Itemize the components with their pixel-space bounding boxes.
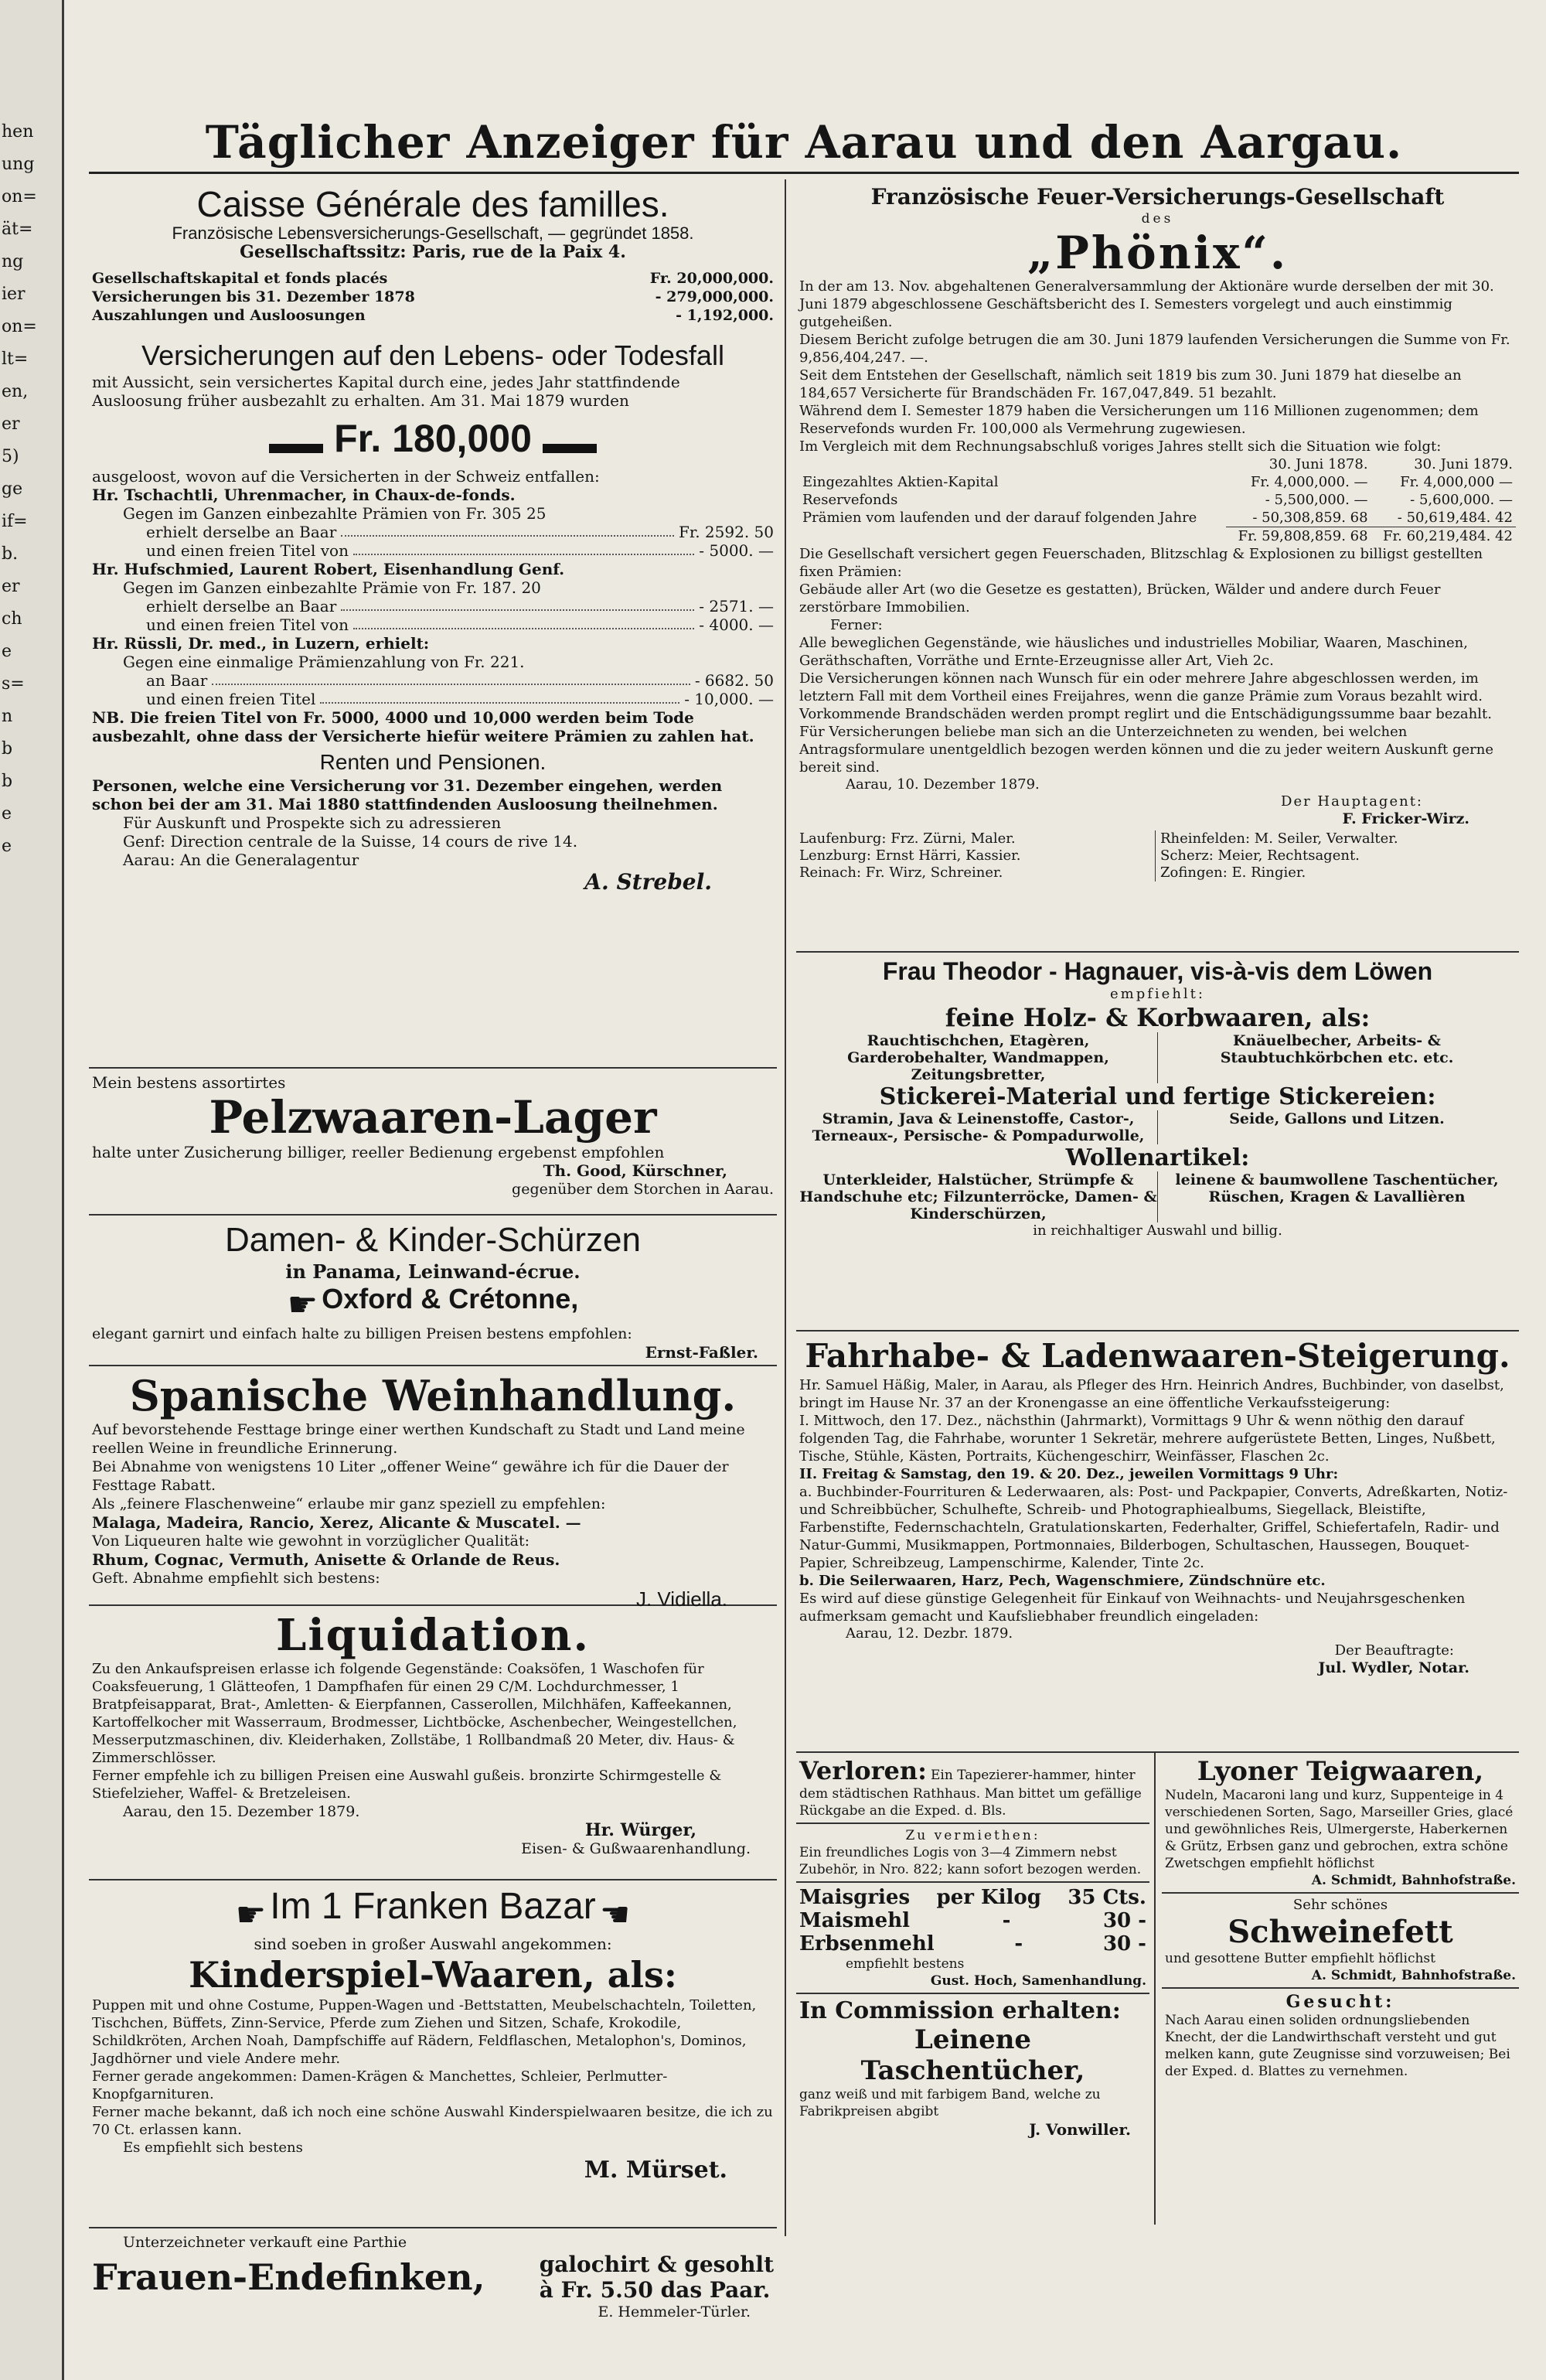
edge-fragment: ng [2,252,24,271]
verloren-title: Verloren: [799,1756,927,1785]
bazar-text: Ferner gerade angekommen: Damen-Krägen & Manchettes, Schleier, Perlmutter-Knopfgarnituren. [92,2068,668,2102]
table-row: Reservefonds - 5,500,000. — - 5,600,000. — [802,492,1513,508]
winner-name: Hr. Hufschmied, Laurent Robert, Eisenhandlung Genf. [92,560,565,578]
wein-text: Bei Abnahme von wenigstens 10 Liter „offener Weine“ gewähre ich für die Dauer der Festtage Rabatt. [92,1458,729,1494]
phoenix-table [799,455,1516,545]
agent-row: Reinach: Fr. Wirz, Schreiner. Zofingen: E. Ringier. [799,864,1516,881]
wein-title: Spanische Weinhandlung. [129,1371,737,1420]
wein-text: Auf bevorstehende Festtage bringe einer werthen Kundschaft zu Stadt und Land meine reellen Weine in freundliche Erinnerung. [92,1421,745,1457]
phoenix-title: „Phönix“. [1027,227,1289,279]
ad-phoenix [796,179,1519,953]
mais-sign: Gust. Hoch, Samenhandlung. [930,1973,1146,1989]
bazar-title-wrap [92,1885,774,1935]
ad-mais [796,1883,1149,1994]
bazar-sign: M. Mürset. [584,2157,727,2184]
winner-name: Hr. Rüssli, Dr. med., in Luzern, erhielt: [92,634,430,653]
pelz-text: halte unter Zusicherung billiger, reeller Bedienung ergebenst empfohlen [92,1143,665,1161]
winner-line: an Baar - 6682. 50 [146,671,774,690]
hagnauer-list: Rauchtischchen, Etagèren, Garderobehalter, Wandmappen, Zeitungsbretter, Knäuelbecher, Arbeits- & Staubtuchkörbchen etc. etc. [799,1032,1516,1083]
caisse-after: ausgeloost, wovon auf die Versicherten in der Schweiz entfallen: [92,467,600,486]
winner-line: Gegen im Ganzen einbezahlte Prämien von Fr. 305 25 [123,504,547,523]
caisse-seat: Gesellschaftssitz: Paris, rue de la Paix 4. [240,242,626,262]
phoenix-des: des [1141,211,1174,227]
schuerzen-line3-wrap [92,1283,774,1325]
caisse-nb: NB. Die freien Titel von Fr. 5000, 4000 und 10,000 werden beim Tode ausbezahlt, ohne dass der Versicherte hiefür weitere Prämien zu zahlen hat. [92,708,754,745]
phoenix-col-header: 30. Juni 1879. [1414,456,1513,472]
schuerzen-line3: Oxford & Crétonne, [322,1283,579,1314]
pointing-hand-icon: ☛ [287,1285,318,1325]
edge-fragment: ung [2,155,35,174]
winner-line: und einen freien Titel - 10,000. — [146,690,774,708]
phoenix-agents [799,830,1516,881]
caisse-intro: mit Aussicht, sein versichertes Kapital durch eine, jedes Jahr stattfindende Ausloosung früher ausbezahlt zu erhalten. Am 31. Mai 1879 wurden [92,373,680,410]
agent-row: Laufenburg: Frz. Zürni, Maler. Rheinfelden: M. Seiler, Verwalter. [799,830,1516,847]
bazar-text: Ferner mache bekannt, daß ich noch eine schöne Auswahl Kinderspielwaaren besitze, die ich zu 70 Ct. erlassen kann. [92,2104,773,2138]
caisse-renten-text: Personen, welche eine Versicherung vor 31. Dezember eingehen, werden schon bei der am 31. Mai 1880 stattfindenden Ausloosung theilnehmen. [92,776,723,813]
schwein-text: und gesottene Butter empfiehlt höflichst [1165,1951,1435,1966]
hagnauer-h1: feine Holz- & Korbwaaren, als: [945,1003,1371,1032]
edge-fragment: ge [2,479,23,499]
steigerung-text: I. Mittwoch, den 17. Dez., nächsthin (Jahrmarkt), Vormittags 9 Uhr & wenn nöthig den darauf folgenden Tag, die Fahrhabe, worunter 1 Sekretär, mehrere aufgerüstete Betten, Linges, Nußbett, Tische, Stühle, Kästen, Portraits, Küchengeschirr, Weinfässer, Flaschen 2c. [799,1413,1496,1464]
caisse-amount-line [92,416,774,461]
ad-bazar [89,1880,777,2228]
caisse-heading2: Versicherungen auf den Lebens- oder Todesfall [141,339,724,371]
winner-line: erhielt derselbe an Baar - 2571. — [146,597,774,615]
edge-fragment: s= [2,674,25,694]
edge-fragment: e [2,642,12,661]
left-column [89,179,777,2320]
edge-fragment: en, [2,382,29,401]
schwein-sign: A. Schmidt, Bahnhofstraße. [1311,1968,1516,1983]
phoenix-text: Ferner: [830,617,883,633]
pelz-title: Pelzwaaren-Lager [209,1091,657,1144]
phoenix-text: Im Vergleich mit dem Rechnungsabschluß voriges Jahres stellt sich die Situation wie folgt: [799,438,1442,455]
bottom-left-ads [796,1753,1156,2225]
winner-line: erhielt derselbe an Baar Fr. 2592. 50 [146,523,774,541]
finken-intro: Unterzeichneter verkauft eine Parthie [123,2234,407,2251]
hagnauer-foot: in reichhaltiger Auswahl und billig. [1033,1222,1282,1239]
adjacent-page-edge [0,0,64,2380]
steigerung-text: Es wird auf diese günstige Gelegenheit für Einkauf von Weihnachts- und Neujahrsgeschenken aufmerksam gemacht und Kaufsliebhaber freundlich eingeladen: [799,1591,1466,1625]
edge-fragment: ier [2,285,26,304]
caisse-contact: Aarau: An die Generalagentur [123,851,359,869]
newspaper-page [89,116,1519,2320]
pelz-sign: Th. Good, Kürschner, [543,1161,727,1180]
ad-liquidation [89,1606,777,1880]
edge-fragment: n [2,707,13,726]
ad-schwein [1162,1894,1519,1989]
pointing-hand-icon: ☚ [599,1895,631,1935]
schuerzen-title: Damen- & Kinder-Schürzen [224,1221,641,1259]
hagnauer-empf: empfiehlt: [1110,986,1205,1002]
phoenix-text: Gebäude aller Art (wo die Gesetze es gestatten), Brücken, Wälder und andere durch Feuer zerstörbare Immobilien. [799,581,1441,615]
pointing-hand-icon: ☛ [235,1895,267,1935]
hagnauer-h2: Stickerei-Material und fertige Stickereien: [879,1083,1436,1110]
gesucht-text: Nach Aarau einen soliden ordnungsliebenden Knecht, der die Landwirthschaft versteht und gut melken kann, gute Zeugnisse sind vorzuweisen; Bei der Exped. d. Blattes zu vernehmen. [1165,2013,1510,2079]
vermieten-title: Zu vermiethen: [905,1828,1040,1843]
table-row: Prämien vom laufenden und der darauf folgenden Jahre - 50,308,859. 68 - 50,619,484. 42 [802,510,1513,527]
phoenix-text: Diesem Bericht zufolge betrugen die am 30. Juni 1879 laufenden Versicherungen die Summe von Fr. 9,856,404,247. —. [799,332,1510,366]
liquidation-sign2: Eisen- & Gußwaarenhandlung. [521,1840,751,1857]
ad-gesucht [1162,1989,1519,2083]
agent-row: Lenzburg: Ernst Härri, Kassier. Scherz: Meier, Rechtsagent. [799,847,1516,864]
column-divider [785,179,786,2236]
bottom-ads [796,1753,1519,2225]
wein-liqueurs: Rhum, Cognac, Vermuth, Anisette & Orlande de Reus. [92,1550,560,1569]
ad-vermieten [796,1824,1149,1883]
steigerung-sign: Jul. Wydler, Notar. [1318,1659,1469,1676]
winner-name: Hr. Tschachtli, Uhrenmacher, in Chaux-de-fonds. [92,486,516,504]
bazar-line: sind soeben in großer Auswahl angekommen: [254,1935,612,1953]
phoenix-text: Die Versicherungen können nach Wunsch für ein oder mehrere Jahre abgeschlossen werden, im letztern Fall mit dem Vortheil eines Freijahres, wenn die ganze Prämie zum Voraus bezahlt wird. [799,670,1483,704]
caisse-figures [92,269,774,325]
bazar-title: Im 1 Franken Bazar [270,1886,596,1927]
caisse-row: Versicherungen bis 31. Dezember 1878 - 279,000,000. [92,288,774,305]
kommission-sign: J. Vonwiller. [1029,2120,1131,2139]
edge-fragment: b [2,772,13,791]
mais-row: Maisgries per Kilog 35 Cts. [799,1886,1146,1909]
finken-title: Frauen-Endefinken, [92,2256,485,2298]
schwein-title: Schweinefett [1228,1914,1453,1950]
lyoner-sign: A. Schmidt, Bahnhofstraße. [1311,1873,1516,1888]
edge-fragment: if= [2,512,28,531]
liquidation-text: Ferner empfehle ich zu billigen Preisen eine Auswahl gußeis. bronzirte Schirmgestelle & Stiefelzieher, Waffel- & Bretzeleisen. [92,1768,722,1802]
edge-fragment: on= [2,317,37,336]
pelz-address: gegenüber dem Storchen in Aarau. [512,1181,774,1198]
liquidation-text: Zu den Ankaufspreisen erlasse ich folgende Gegenstände: Coaksöfen, 1 Waschofen für Coaksfeuerung, 1 Glätteofen, 1 Dampfhafen für einen 29 C/M. Lochdurchmesser, 1 Bratpfeisapparat, Brat-, Amletten- & Eierpfannen, Casserollen, Milchhäfen, Kaffeekannen, Kartoffelkocher mit Wasserraum, Brodmesser, Lichtböcke, Aschenbecher, Weingestellchen, Messerputzmaschinen, div. Kleiderhaken, Zollstäbe, 1 Rollbandmaß 20 Meter, div. Haus- & Zimmerschlösser. [92,1661,737,1766]
hagnauer-list: Stramin, Java & Leinenstoffe, Castor-, Terneaux-, Persische- & Pompadurwolle, Seide, Gallons und Litzen. [799,1110,1516,1144]
masthead-rule [89,172,1519,174]
schuerzen-sign: Ernst-Faßler. [645,1343,758,1362]
caisse-subtitle: Französische Lebensversicherungs-Gesellschaft, — gegründet 1858. [172,223,694,243]
ad-schuerzen [89,1216,777,1366]
edge-fragment: lt= [2,349,29,369]
phoenix-agent-label: Der Hauptagent: [1281,793,1423,810]
winner-line: und einen freien Titel von - 4000. — [146,615,774,634]
mais-foot: empfiehlt bestens [846,1956,965,1972]
kommission-title2: Leinene Taschentücher, [860,2024,1085,2086]
wein-text: Als „feinere Flaschenweine“ erlaube mir ganz speziell zu empfehlen: [92,1495,606,1512]
caisse-row: Auszahlungen und Ausloosungen - 1,192,000. [92,307,774,324]
phoenix-text: Für Versicherungen beliebe man sich an die Unterzeichneten zu wenden, bei welchen Antragsformulare unentgeldlich bezogen werden können und die zu jeder weitern Auskunft gerne bereit sind. [799,724,1494,776]
hagnauer-h3: Wollenartikel: [1065,1144,1250,1171]
vermieten-text: Ein freundliches Logis von 3—4 Zimmern nebst Zubehör, in Nro. 822; kann sofort bezogen werden. [799,1845,1142,1877]
steigerung-text: b. Die Seilerwaaren, Harz, Pech, Wagenschmiere, Zündschnüre etc. [799,1573,1326,1589]
finken-sign: E. Hemmeler-Türler. [598,2303,751,2320]
edge-fragment: ät= [2,220,33,239]
caisse-contact: Genf: Direction centrale de la Suisse, 14 cours de rive 14. [123,832,578,851]
schwein-intro: Sehr schönes [1292,1897,1388,1913]
phoenix-col-header: 30. Juni 1878. [1268,456,1368,472]
edge-fragment: er [2,577,20,596]
ad-verloren [796,1753,1149,1824]
table-row: Fr. 59,808,859. 68 Fr. 60,219,484. 42 [799,527,1516,546]
bottom-right-ads [1156,1753,1519,2225]
edge-fragment: on= [2,187,37,206]
winner-line: und einen freien Titel von - 5000. — [146,541,774,560]
liquidation-date: Aarau, den 15. Dezember 1879. [123,1803,360,1820]
table-row: Eingezahltes Aktien-Kapital Fr. 4,000,000. — Fr. 4,000,000 — [802,474,1513,490]
steigerung-text: Hr. Samuel Häßig, Maler, in Aarau, als Pfleger des Hrn. Heinrich Andres, Buchbinder, von daselbst, bringt im Hause Nr. 37 an der Kronengasse an eine öffentliche Verkaufssteigerung: [799,1377,1504,1411]
caisse-amount: Fr. 180,000 [334,417,532,460]
wein-text: Von Liqueuren halte wie gewohnt in vorzüglicher Qualität: [92,1533,530,1550]
wein-sign: J. Vidiella. [635,1587,727,1611]
edge-fragment: er [2,414,20,434]
ad-finken [89,2228,777,2326]
finken-right1: galochirt & gesohlt [539,2252,774,2277]
ad-kommission [796,1994,1149,2142]
steigerung-label: Der Beauftragte: [1334,1642,1454,1659]
right-column [796,179,1519,2236]
edge-fragment: e [2,804,12,823]
schuerzen-text: elegant garnirt und einfach halte zu billigen Preisen bestens empfohlen: [92,1325,632,1342]
winner-line: Gegen eine einmalige Prämienzahlung von Fr. 221. [123,653,525,671]
phoenix-agent: F. Fricker-Wirz. [1342,810,1469,827]
verloren-text: Ein Tapezierer-hammer, hinter dem städtischen Rathhaus. Man bittet um gefällige Rückgabe an die Exped. d. Bls. [799,1768,1142,1819]
ad-steigerung [796,1332,1519,1753]
wein-text: Geft. Abnahme empfiehlt sich bestens: [92,1570,380,1587]
kommission-text: ganz weiß und mit farbigem Band, welche zu Fabrikpreisen abgibt [799,2087,1101,2119]
bazar-text: Puppen mit und ohne Costume, Puppen-Wagen und -Bettstatten, Meubelschachteln, Toiletten, Tischchen, Büffets, Zinn-Service, Pferde zum Ziehen und Sitzen, Schafe, Krokodile, Schildkröten, Archen Noah, Dampfschiffe auf Rädern, Feldflaschen, Metalophon's, Dominos, Jagdhörner und viele Andere mehr. [92,1997,757,2067]
edge-fragment: hen [2,122,34,142]
winner-line: Gegen im Ganzen einbezahlte Prämie von Fr. 187. 20 [123,578,541,597]
caisse-sign: A. Strebel. [584,869,712,895]
edge-fragment: 5) [2,447,19,466]
phoenix-text: Vorkommende Brandschäden werden prompt reglirt und die Entschädigungssumme baar bezahlt. [799,706,1492,722]
pelz-intro: Mein bestens assortirtes [92,1073,286,1092]
phoenix-text: Seit dem Entstehen der Gesellschaft, nämlich seit 1819 bis zum 30. Juni 1879 hat dieselbe an 184,657 Versicherte für Brandschäden Fr. 167,047,849. 51 bezahlt. [799,367,1462,401]
phoenix-text: Die Gesellschaft versichert gegen Feuerschaden, Blitzschlag & Explosionen zu billigst gestellten fixen Prämien: [799,546,1483,580]
hagnauer-list: Unterkleider, Halstücher, Strümpfe & Handschuhe etc; Filzunterröcke, Damen- & Kinderschürzen, leinene & baumwollene Taschentücher, Rüschen, Kragen & Lavallièren [799,1171,1499,1222]
caisse-row: Gesellschaftskapital et fonds placés Fr. 20,000,000. [92,270,774,287]
kommission-title: In Commission erhalten: [799,1997,1121,2024]
steigerung-title: Fahrhabe- & Ladenwaaren-Steigerung. [805,1337,1510,1375]
bazar-text: Es empfiehlt sich bestens [123,2140,303,2156]
mais-row: Maismehl - 30 - [799,1909,1146,1932]
finken-right2: à Fr. 5.50 das Paar. [539,2277,771,2303]
ad-wein [89,1366,777,1611]
edge-fragment: b. [2,544,19,564]
edge-fragment: b [2,739,13,759]
schuerzen-line2: in Panama, Leinwand-écrue. [285,1260,581,1283]
steigerung-text: a. Buchbinder-Fourrituren & Lederwaaren, als: Post- und Packpapier, Converts, Adreßkarten, Notiz- und Schreibbücher, Schulhefte, Schreib- und Photographiealbums, Siegellack, Bleistifte, Farbenstifte, Federnschachteln, Gratulationskarten, Federhalter, Griffel, Schiefertafeln, Radir- und Natur-Gummi, Musikmappen, Portmonnaies, Bilderbogen, Schultaschen, Haussegen, Bouquet-Papier, Schreibzeug, Lampenschirme, Kalender, Tinte 2c. [799,1484,1508,1571]
edge-fragment: ch [2,609,22,629]
wein-wines: Malaga, Madeira, Rancio, Xerez, Alicante & Muscatel. — [92,1513,581,1532]
liquidation-title: Liquidation. [276,1610,590,1661]
phoenix-date: Aarau, 10. Dezember 1879. [846,776,1040,793]
bazar-title2: Kinderspiel-Waaren, als: [189,1954,677,1996]
liquidation-sign: Hr. Würger, [584,1820,696,1840]
phoenix-text: In der am 13. Nov. abgehaltenen Generalversammlung der Aktionäre wurde derselben der mit 30. Juni 1879 abgeschlossene Geschäftsbericht des I. Semesters vorgelegt und auch einstimmig gutgeheißen. [799,278,1494,330]
hagnauer-title: Frau Theodor - Hagnauer, vis-à-vis dem Löwen [882,957,1433,985]
mais-row: Erbsenmehl - 30 - [799,1932,1146,1955]
gesucht-title: Gesucht: [1285,1992,1395,2012]
lyoner-text: Nudeln, Macaroni lang und kurz, Suppenteige in 4 verschiedenen Sorten, Sago, Marseiller Gries, glacé und gewöhnliches Reis, Ulmergerste, Haberkernen & Grütz, Erbsen ganz und gebrochen, extra schöne Zwetschgen empfiehlt höflichst [1165,1788,1514,1871]
phoenix-text: Während dem I. Semester 1879 haben die Versicherungen um 116 Millionen zugenommen; dem Reservefonds wurden Fr. 100,000 als Vermehrung zugewiesen. [799,403,1479,437]
phoenix-header: Französische Feuer-Versicherungs-Gesellschaft [870,184,1445,210]
masthead: Täglicher Anzeiger für Aarau und den Aargau. [205,116,1403,169]
ad-pelz [89,1069,777,1216]
ad-caisse [89,179,777,1069]
caisse-renten: Renten und Pensionen. [319,750,547,774]
ad-hagnauer [796,953,1519,1332]
steigerung-date: Aarau, 12. Dezbr. 1879. [846,1625,1013,1642]
steigerung-text: II. Freitag & Samstag, den 19. & 20. Dez., jeweilen Vormittags 9 Uhr: [799,1466,1339,1482]
phoenix-text: Alle beweglichen Gegenstände, wie häusliches und industrielles Mobiliar, Waaren, Maschinen, Geräthschaften, Vorräthe und Ernte-Erzeugnisse aller Art, Vieh 2c. [799,635,1468,669]
edge-fragment: e [2,837,12,856]
ad-lyoner [1162,1753,1519,1894]
lyoner-title: Lyoner Teigwaaren, [1197,1756,1484,1787]
caisse-contact: Für Auskunft und Prospekte sich zu adressieren [123,813,502,832]
caisse-title: Caisse Générale des familles. [196,184,669,224]
